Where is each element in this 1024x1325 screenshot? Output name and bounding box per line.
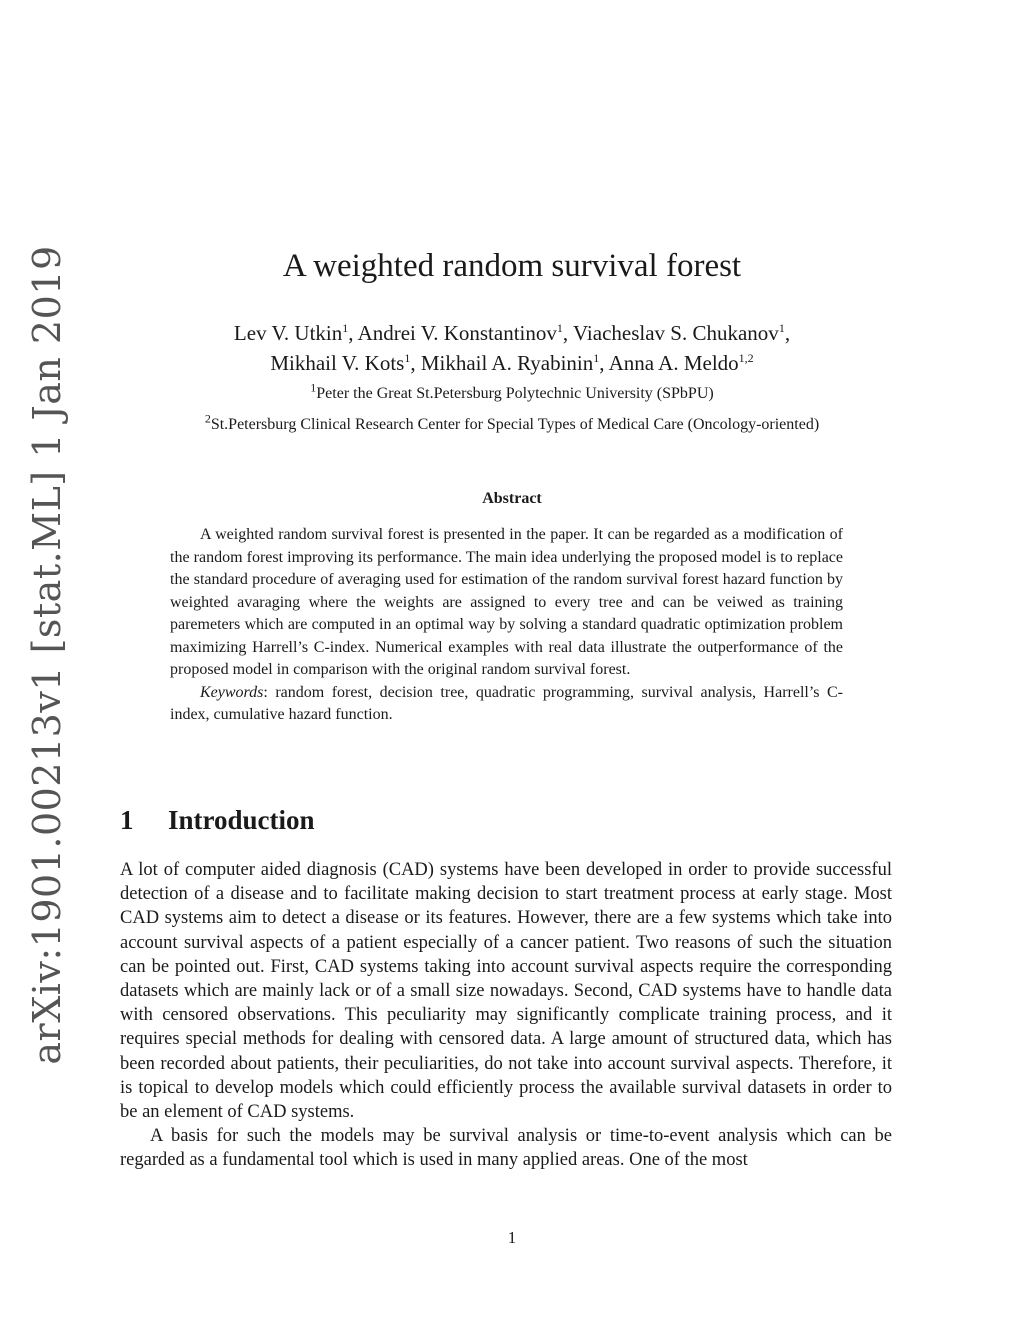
keywords-paragraph (170, 682, 843, 727)
keywords-text: : random forest, decision tree, quadratic programming, survival analysis, Harrell’s C-index, cumulative hazard function. (170, 683, 843, 723)
abstract-body (170, 524, 843, 727)
arxiv-sidebar (15, 0, 79, 1325)
author-affiliation-mark: 1 (778, 321, 785, 335)
author-affiliation-mark: 1 (556, 321, 563, 335)
author-name: Mikhail V. Kots (270, 351, 405, 375)
affiliation-text: Peter the Great St.Petersburg Polytechnic University (SPbPU) (316, 385, 714, 402)
body-paragraph: A lot of computer aided diagnosis (CAD) systems have been developed in order to provide successful detection of a disease and to facilitate making decision to start treatment process at early stage. Most CAD systems aim to detect a disease or its features. However, there are a few systems which take into account survival aspects of a patient especially of a cancer patient. Two reasons of such the situation can be pointed out. First, CAD systems taking into account survival aspects require the corresponding datasets which are mainly lack or of a small size nowadays. Second, CAD systems have to handle data with censored observations. This peculiarity may significantly complicate training process, and it requires special methods for dealing with censored data. A large amount of structured data, which has been recorded about patients, their peculiarities, do not take into account survival aspects. Therefore, it is topical to develop models which could efficiently process the available survival datasets in order to be an element of CAD systems. (120, 860, 892, 1123)
abstract-paragraph: A weighted random survival forest is presented in the paper. It can be regarded as a modification of the random forest improving its performance. The main idea underlying the proposed model is to replace the standard procedure of averaging used for estimation of the random survival forest hazard function by weighted avaraging where the weights are assigned to every tree and can be veiwed as training paremeters which are computed in an optimal way by solving a standard quadratic optimization problem maximizing Harrell’s C-index. Numerical examples with real data illustrate the outperformance of the proposed model in comparison with the original random survival forest. (170, 526, 843, 678)
author-name: Lev V. Utkin (233, 321, 343, 345)
author-name: Anna A. Meldo (608, 351, 739, 375)
author-name: Mikhail A. Ryabinin (420, 351, 594, 375)
author-name: Viacheslav S. Chukanov (573, 321, 779, 345)
section-heading (120, 805, 315, 836)
page-number: 1 (507, 1228, 517, 1247)
paper-title: A weighted random survival forest (282, 248, 742, 284)
author-separator: , (599, 351, 609, 375)
keywords-label: Keywords (200, 683, 264, 701)
affiliation-mark: 1 (310, 380, 317, 395)
section-body (120, 858, 892, 1173)
section-number: 1 (120, 805, 134, 835)
affiliation-2 (0, 411, 1024, 434)
author-line-1 (0, 318, 1024, 348)
author-separator: , (410, 351, 421, 375)
section-title: Introduction (168, 805, 315, 835)
author-list (0, 318, 1024, 378)
affiliation-1 (0, 380, 1024, 403)
affiliation-mark: 2 (204, 411, 211, 426)
affiliation-text: St.Petersburg Clinical Research Center for Special Types of Medical Care (Oncology-oriented) (210, 416, 820, 433)
author-affiliation-mark: 1,2 (738, 351, 754, 365)
author-separator: , (784, 321, 791, 345)
abstract-heading: Abstract (482, 490, 542, 507)
author-name: Andrei V. Konstantinov (357, 321, 557, 345)
author-line-2 (0, 348, 1024, 378)
author-affiliation-mark: 1 (593, 351, 600, 365)
arxiv-identifier: arXiv:1901.00213v1 [stat.ML] 1 Jan 2019 (25, 245, 69, 1065)
author-affiliation-mark: 1 (342, 321, 349, 335)
author-separator: , (562, 321, 574, 345)
body-paragraph: A basis for such the models may be survival analysis or time-to-event analysis which can be regarded as a fundamental tool which is used in many applied areas. One of the most (120, 1126, 892, 1171)
author-affiliation-mark: 1 (404, 351, 411, 365)
author-separator: , (348, 321, 358, 345)
